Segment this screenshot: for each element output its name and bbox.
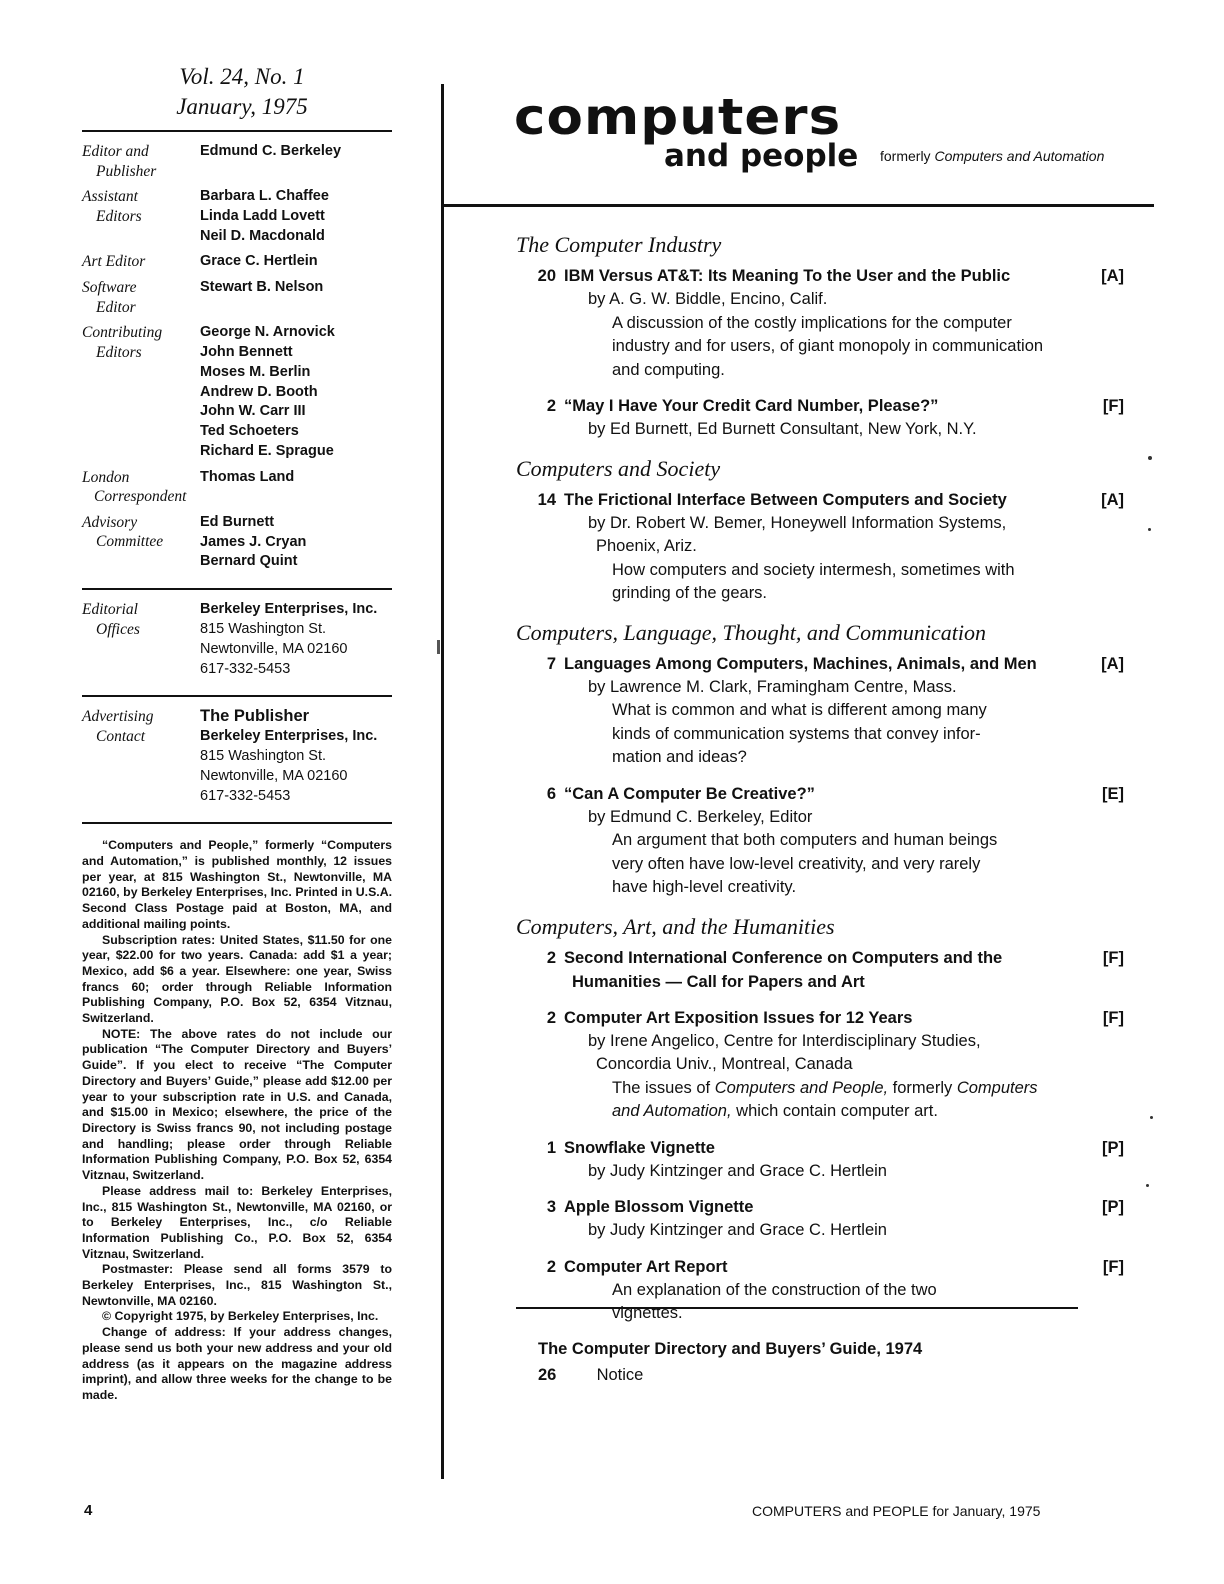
entry-page: 2 — [546, 1257, 556, 1276]
entry-title: Computer Art Exposition Issues for 12 Years — [564, 1008, 913, 1027]
entry-page: 1 — [546, 1138, 556, 1157]
staff-role: Editors — [96, 343, 142, 361]
entry-description: A discussion of the costly implications for the computer — [612, 313, 1012, 332]
entry-page: 6 — [546, 784, 556, 803]
column-divider — [441, 84, 444, 1479]
directory-notice — [538, 1336, 922, 1388]
entry-heading — [516, 1195, 1116, 1219]
entry-page: 2 — [546, 948, 556, 967]
staff-name: John W. Carr III — [200, 403, 306, 420]
staff-names — [200, 187, 329, 246]
staff-role: Contact — [96, 727, 146, 745]
toc-entry — [516, 946, 1124, 994]
address-line: Berkeley Enterprises, Inc. — [200, 728, 378, 745]
toc-entry — [516, 488, 1124, 606]
toc-entry — [516, 782, 1124, 900]
staff-entry — [82, 278, 392, 317]
print-speck — [1148, 456, 1152, 460]
staff-role: Editorial — [82, 601, 138, 619]
desc-text: formerly — [888, 1078, 957, 1097]
entry-title: Snowflake Vignette — [564, 1138, 715, 1157]
issue-date: January, 1975 — [176, 94, 308, 119]
entry-byline: by Judy Kintzinger and Grace C. Hertlein — [588, 1161, 887, 1180]
former-name: Computers and Automation — [934, 148, 1105, 164]
staff-role: Correspondent — [94, 488, 187, 506]
notice-paragraph: Please address mail to: Berkeley Enterprises, Inc., 815 Washington St., Newtonville, MA 02160, or to Berkeley Enterprises, Inc., c/o Reliable Information Publishing Co., P.O. Box 52, 6354 Vitznau, Switzerland. — [82, 1183, 392, 1261]
entry-page: 2 — [546, 397, 556, 415]
entry-heading — [516, 1255, 1116, 1279]
volume-number: Vol. 24, No. 1 — [179, 64, 305, 89]
staff-names — [200, 142, 341, 181]
running-footer: COMPUTERS and PEOPLE for January, 1975 — [752, 1503, 1041, 1519]
entry-title: The Frictional Interface Between Computers and Society — [564, 490, 1007, 509]
entry-title: Languages Among Computers, Machines, Animals, and Men — [564, 654, 1037, 673]
entry-description: have high-level creativity. — [612, 878, 797, 896]
entry-page: 7 — [546, 654, 556, 673]
staff-role: Publisher — [96, 162, 157, 180]
directory-label: Notice — [596, 1366, 644, 1384]
entry-description: An explanation of the construction of the two — [612, 1280, 937, 1299]
desc-italic: Computers — [956, 1078, 1038, 1097]
entry-description: grinding of the gears. — [612, 584, 768, 602]
staff-names — [200, 323, 335, 462]
staff-role: Assistant — [82, 188, 138, 205]
toc-entry — [516, 652, 1124, 770]
entry-byline: by Edmund C. Berkeley, Editor — [588, 807, 813, 826]
staff-name: Moses M. Berlin — [200, 363, 311, 380]
desc-italic: and Automation, — [612, 1102, 732, 1120]
contact-lead: The Publisher — [200, 707, 310, 726]
staff-names — [200, 278, 323, 317]
entry-page: 14 — [537, 490, 556, 509]
staff-role: Committee — [96, 533, 164, 551]
entry-description: industry and for users, of giant monopoly in communication — [612, 337, 1044, 355]
desc-text: The issues of — [612, 1078, 715, 1097]
masthead — [514, 88, 1154, 174]
staff-names — [200, 513, 306, 572]
entry-title-cont: Humanities — Call for Papers and Art — [572, 972, 865, 991]
entry-byline: by Ed Burnett, Ed Burnett Consultant, New York, N.Y. — [588, 420, 977, 438]
toc-section — [516, 618, 1124, 900]
staff-entry — [82, 252, 392, 272]
staff-names — [200, 252, 318, 272]
entry-type-code: [F] — [1102, 948, 1124, 967]
entry-description — [516, 1100, 1116, 1124]
staff-role-block — [82, 513, 200, 572]
entry-type-code: [F] — [1102, 397, 1124, 415]
staff-role: Software — [82, 279, 137, 297]
entry-description: very often have low-level creativity, and very rarely — [612, 854, 981, 873]
notice-paragraph: Change of address: If your address changes, please send us both your new address and your old address (as it appears on the magazine address imprint), and allow three weeks for the change to be made. — [82, 1325, 392, 1402]
staff-name: Ed Burnett — [200, 513, 275, 530]
print-speck — [1150, 1116, 1153, 1119]
section-title: The Computer Industry — [516, 232, 722, 257]
section-title: Computers, Art, and the Humanities — [516, 913, 835, 939]
entry-type-code: [A] — [1101, 267, 1124, 285]
staff-role-block — [82, 252, 200, 272]
entry-type-code: [P] — [1102, 1138, 1124, 1157]
divider — [516, 1307, 1078, 1309]
staff-entry — [82, 323, 392, 462]
entry-type-code: [A] — [1101, 654, 1124, 673]
section-title: Computers, Language, Thought, and Communication — [516, 619, 986, 645]
table-of-contents — [516, 224, 1124, 1338]
staff-name: James J. Cryan — [200, 533, 307, 550]
entry-byline: Phoenix, Ariz. — [596, 537, 697, 555]
staff-name: Richard E. Sprague — [200, 442, 334, 459]
toc-entry — [516, 264, 1124, 382]
staff-role-block — [82, 468, 200, 507]
entry-heading — [516, 394, 1116, 418]
staff-name: Bernard Quint — [200, 553, 298, 570]
toc-entry — [516, 1255, 1124, 1326]
publication-notice — [82, 838, 392, 1403]
staff-name: Grace C. Hertlein — [200, 253, 318, 270]
entry-title: Apple Blossom Vignette — [564, 1198, 754, 1216]
issue-info — [142, 62, 342, 122]
page-number: 26 — [538, 1366, 557, 1384]
entry-description: and computing. — [612, 360, 725, 379]
entry-page: 2 — [546, 1008, 556, 1027]
staff-entry — [82, 513, 392, 572]
notice-paragraph: Postmaster: Please send all forms 3579 to Berkeley Enterprises, Inc., 815 Washington St., Newtonville, MA 02160. — [82, 1262, 392, 1308]
entry-description: mation and ideas? — [612, 748, 747, 766]
toc-entry — [516, 1006, 1124, 1124]
entry-heading — [516, 1136, 1116, 1160]
staff-role: Advisory — [82, 513, 138, 531]
entry-byline: by Irene Angelico, Centre for Interdisciplinary Studies, — [588, 1031, 981, 1050]
staff-column — [82, 62, 392, 1404]
entry-byline: by Dr. Robert W. Bemer, Honeywell Information Systems, — [588, 513, 1007, 532]
advertising-contact — [82, 697, 392, 822]
notice-paragraph: NOTE: The above rates do not include our publication “The Computer Directory and Buyers’ Guide”. If you elect to receive “The Computer Directory and Buyers’ Guide,” please add $12.00 per year to your subscription rate in U.S. and Canada, and $15.00 in Mexico; elsewhere, the price of the Directory is Swiss francs 90, not including postage and handling; please order through Reliable Information Publishing Company, P.O. Box 52, 6354 Vitznau, Switzerland. — [82, 1026, 392, 1183]
staff-role: Editor — [96, 298, 136, 316]
entry-title: Second International Conference on Computers and the — [564, 948, 1003, 967]
entry-heading — [516, 1006, 1116, 1030]
divider — [82, 822, 392, 824]
entry-title: “May I Have Your Credit Card Number, Please?” — [564, 397, 939, 415]
staff-name: Stewart B. Nelson — [200, 279, 324, 296]
address-line: Newtonville, MA 02160 — [200, 640, 348, 657]
staff-name: Thomas Land — [200, 468, 295, 485]
formerly-label: formerly — [880, 148, 931, 164]
staff-entry — [82, 142, 392, 181]
entry-description — [516, 1077, 1116, 1101]
entry-byline: by Judy Kintzinger and Grace C. Hertlein — [588, 1221, 887, 1239]
staff-role: Offices — [96, 620, 140, 638]
notice-paragraph: Subscription rates: United States, $11.50 for one year, $22.00 for two years. Canada: add $1 a year; Mexico, add $6 a year. Elsewhere: one year, Swiss francs 60; order through Reliable Information Publishing Company, P.O. Box 52, 6354 Vitznau, Switzerland. — [82, 932, 392, 1026]
entry-type-code: [F] — [1102, 1008, 1124, 1027]
print-speck — [1148, 528, 1151, 531]
staff-entry — [82, 468, 392, 507]
entry-heading — [516, 488, 1116, 512]
phone-number: 617-332-5453 — [200, 787, 291, 804]
entry-heading — [516, 264, 1116, 288]
toc-entry — [516, 1136, 1124, 1184]
entry-title: Computer Art Report — [564, 1257, 728, 1276]
toc-entry — [516, 1195, 1124, 1243]
toc-section — [516, 230, 1124, 442]
notice-paragraph: © Copyright 1975, by Berkeley Enterprises, Inc. — [102, 1309, 379, 1324]
entry-type-code: [A] — [1101, 490, 1124, 509]
staff-name: John Bennett — [200, 343, 293, 360]
entry-byline: by Lawrence M. Clark, Framingham Centre, Mass. — [588, 677, 957, 696]
entry-type-code: [P] — [1102, 1198, 1124, 1216]
entry-title: “Can A Computer Be Creative?” — [564, 784, 815, 803]
address-line: 815 Washington St. — [200, 620, 327, 637]
entry-description: An argument that both computers and human beings — [612, 831, 998, 849]
address-line: 815 Washington St. — [200, 747, 327, 764]
entry-page: 3 — [546, 1198, 556, 1216]
entry-description: vignettes. — [612, 1304, 683, 1322]
magazine-title: computers — [514, 88, 842, 146]
toc-section — [516, 912, 1124, 1326]
entry-heading — [516, 946, 1116, 970]
desc-text: which contain computer art. — [731, 1102, 938, 1120]
entry-heading — [516, 782, 1116, 806]
notice-paragraph: “Computers and People,” formerly “Computers and Automation,” is published monthly, 12 issues per year, at 815 Washington St., Newtonville, MA 02160, by Berkeley Enterprises, Inc. Printed in U.S.A. Second Class Postage paid at Boston, MA, and additional mailing points. — [82, 838, 392, 931]
staff-role: Art Editor — [82, 253, 146, 271]
print-speck — [1146, 1184, 1149, 1187]
directory-title: The Computer Directory and Buyers’ Guide, 1974 — [538, 1340, 923, 1358]
masthead-rule — [444, 204, 1154, 207]
entry-byline: Concordia Univ., Montreal, Canada — [596, 1055, 853, 1073]
entry-title: IBM Versus AT&T: Its Meaning To the User and the Public — [564, 267, 1011, 285]
phone-number: 617-332-5453 — [200, 660, 291, 677]
entry-description: How computers and society intermesh, sometimes with — [612, 560, 1015, 579]
staff-name: Edmund C. Berkeley — [200, 143, 342, 159]
staff-role: London — [82, 468, 130, 486]
entry-description: kinds of communication systems that convey infor- — [612, 724, 981, 743]
page-number: 4 — [84, 1502, 93, 1519]
staff-name: Ted Schoeters — [200, 423, 299, 440]
print-mark — [437, 640, 440, 654]
staff-names — [200, 468, 294, 507]
staff-role: Editors — [96, 207, 142, 225]
staff-role: Editor and — [82, 143, 149, 160]
staff-name: Neil D. Macdonald — [200, 227, 325, 244]
entry-page: 20 — [537, 267, 556, 285]
entry-heading — [516, 652, 1116, 676]
toc-entry — [516, 394, 1124, 442]
staff-role-block — [82, 323, 200, 462]
staff-role-block — [82, 187, 200, 246]
staff-name: George N. Arnovick — [200, 324, 335, 341]
editorial-offices — [82, 590, 392, 695]
staff-role: Advertising — [82, 708, 154, 726]
former-title — [880, 148, 1104, 164]
entry-type-code: [F] — [1102, 1257, 1124, 1276]
entry-byline: by A. G. W. Biddle, Encino, Calif. — [588, 290, 828, 308]
magazine-subtitle: and people — [664, 138, 859, 174]
staff-role: Contributing — [82, 324, 163, 342]
staff-name: Linda Ladd Lovett — [200, 207, 325, 224]
entry-description: What is common and what is different among many — [612, 701, 987, 719]
address-line: Newtonville, MA 02160 — [200, 767, 348, 784]
entry-type-code: [E] — [1102, 784, 1124, 803]
staff-entry — [82, 187, 392, 246]
section-title: Computers and Society — [516, 455, 721, 481]
staff-role-block — [82, 278, 200, 317]
toc-section — [516, 454, 1124, 606]
staff-role-block — [82, 142, 200, 181]
address-line: Berkeley Enterprises, Inc. — [200, 601, 378, 618]
staff-list — [82, 132, 392, 588]
desc-italic: Computers and People, — [714, 1078, 889, 1097]
staff-name: Andrew D. Booth — [200, 383, 318, 400]
staff-name: Barbara L. Chaffee — [200, 188, 329, 204]
